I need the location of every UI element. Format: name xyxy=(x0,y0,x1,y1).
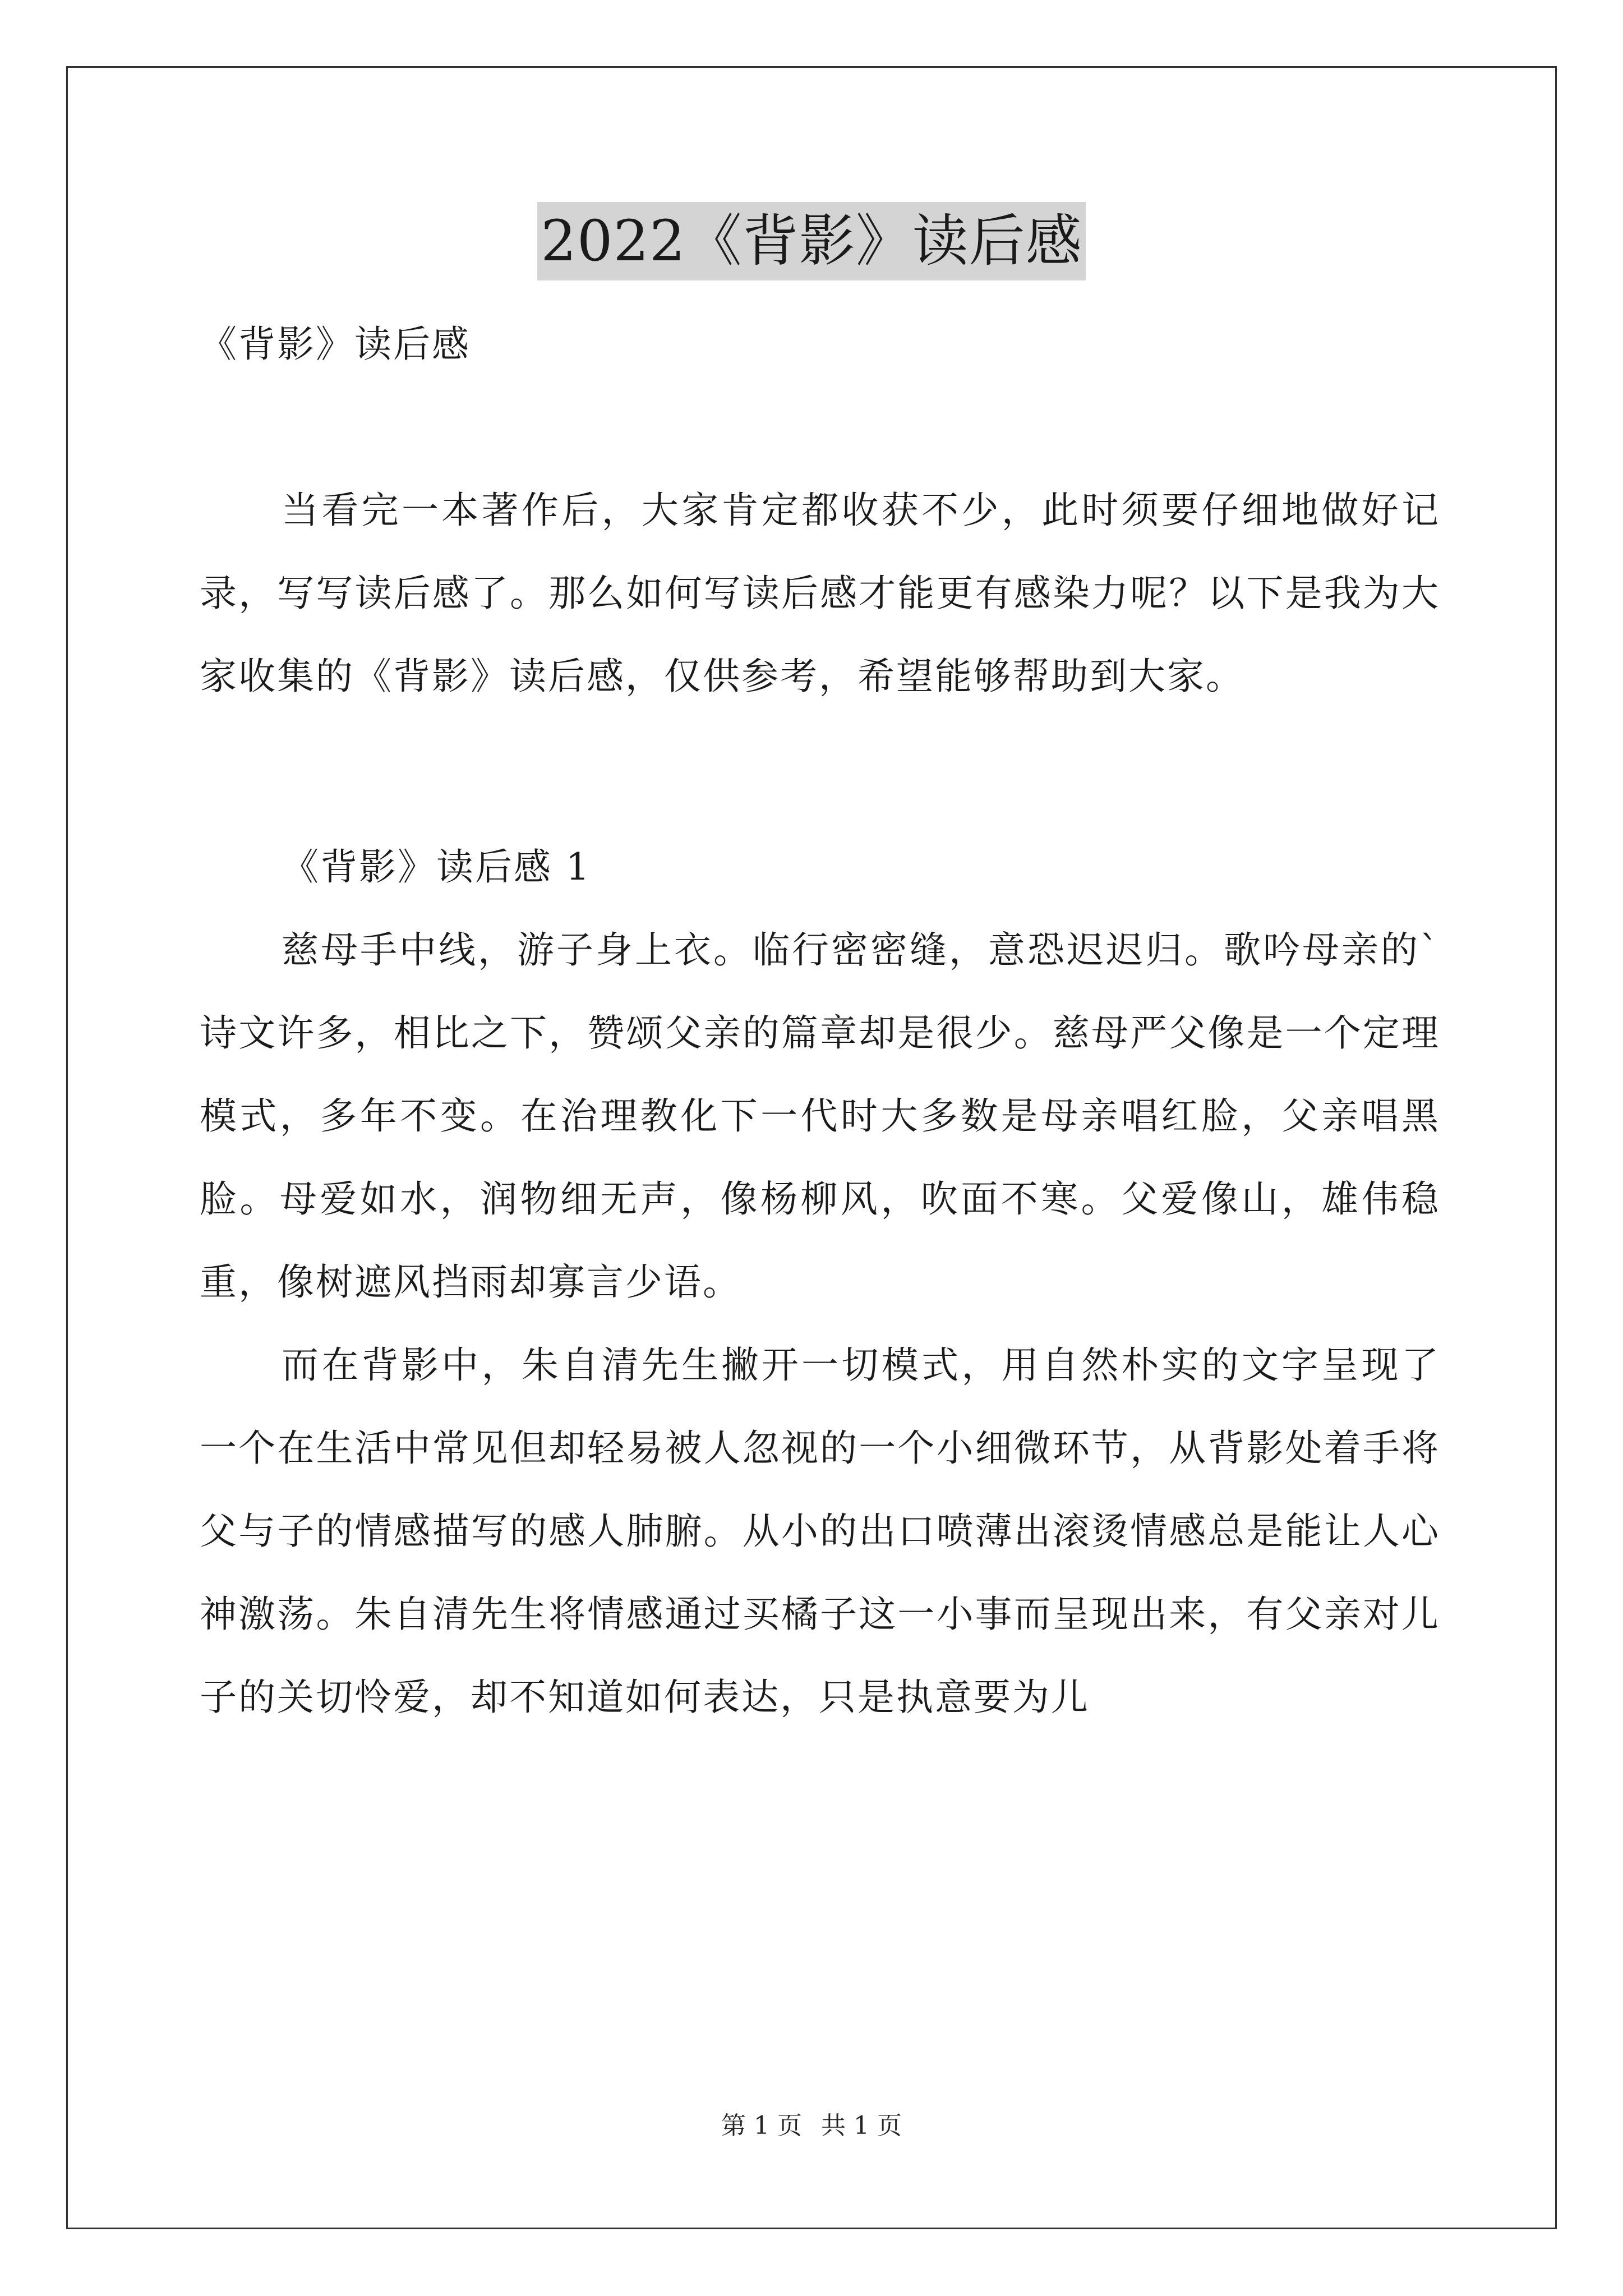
section-heading: 《背影》读后感 1 xyxy=(282,845,591,889)
body-paragraph: 而在背影中，朱自清先生撇开一切模式，用自然朴实的文字呈现了一个在生活中常见但却轻易被人忽视的一个小细微环节，从背影处着手将父与子的情感描写的感人肺腑。从小的出口喷薄出滚烫情感总是能让人心神激荡。朱自清先生将情感通过买橘子这一小事而呈现出来，有父亲对儿子的关切怜爱，却不知道如何表达，只是执意要为儿 xyxy=(200,1343,1440,1719)
page-number: 第 1 页 xyxy=(721,2111,802,2140)
document-body xyxy=(200,303,1440,1739)
page-title: 2022《背影》读后感 xyxy=(537,202,1086,280)
page-footer xyxy=(0,2109,1623,2143)
subtitle: 《背影》读后感 xyxy=(200,323,471,366)
page-total: 共 1 页 xyxy=(821,2111,902,2140)
title-container xyxy=(0,202,1623,280)
intro-paragraph: 当看完一本著作后，大家肯定都收获不少，此时须要仔细地做好记录，写写读后感了。那么如何写读后感才能更有感染力呢？以下是我为大家收集的《背影》读后感，仅供参考，希望能够帮助到大家。 xyxy=(200,489,1440,698)
section-spacer xyxy=(200,718,1440,801)
body-paragraph: 慈母手中线，游子身上衣。临行密密缝，意恐迟迟归。歌吟母亲的`诗文许多，相比之下，赞颂父亲的篇章却是很少。慈母严父像是一个定理模式，多年不变。在治理教化下一代时大多数是母亲唱红脸，父亲唱黑脸。母爱如水，润物细无声，像杨柳风，吹面不寒。父爱像山，雄伟稳重，像树遮风挡雨却寡言少语。 xyxy=(200,928,1440,1304)
